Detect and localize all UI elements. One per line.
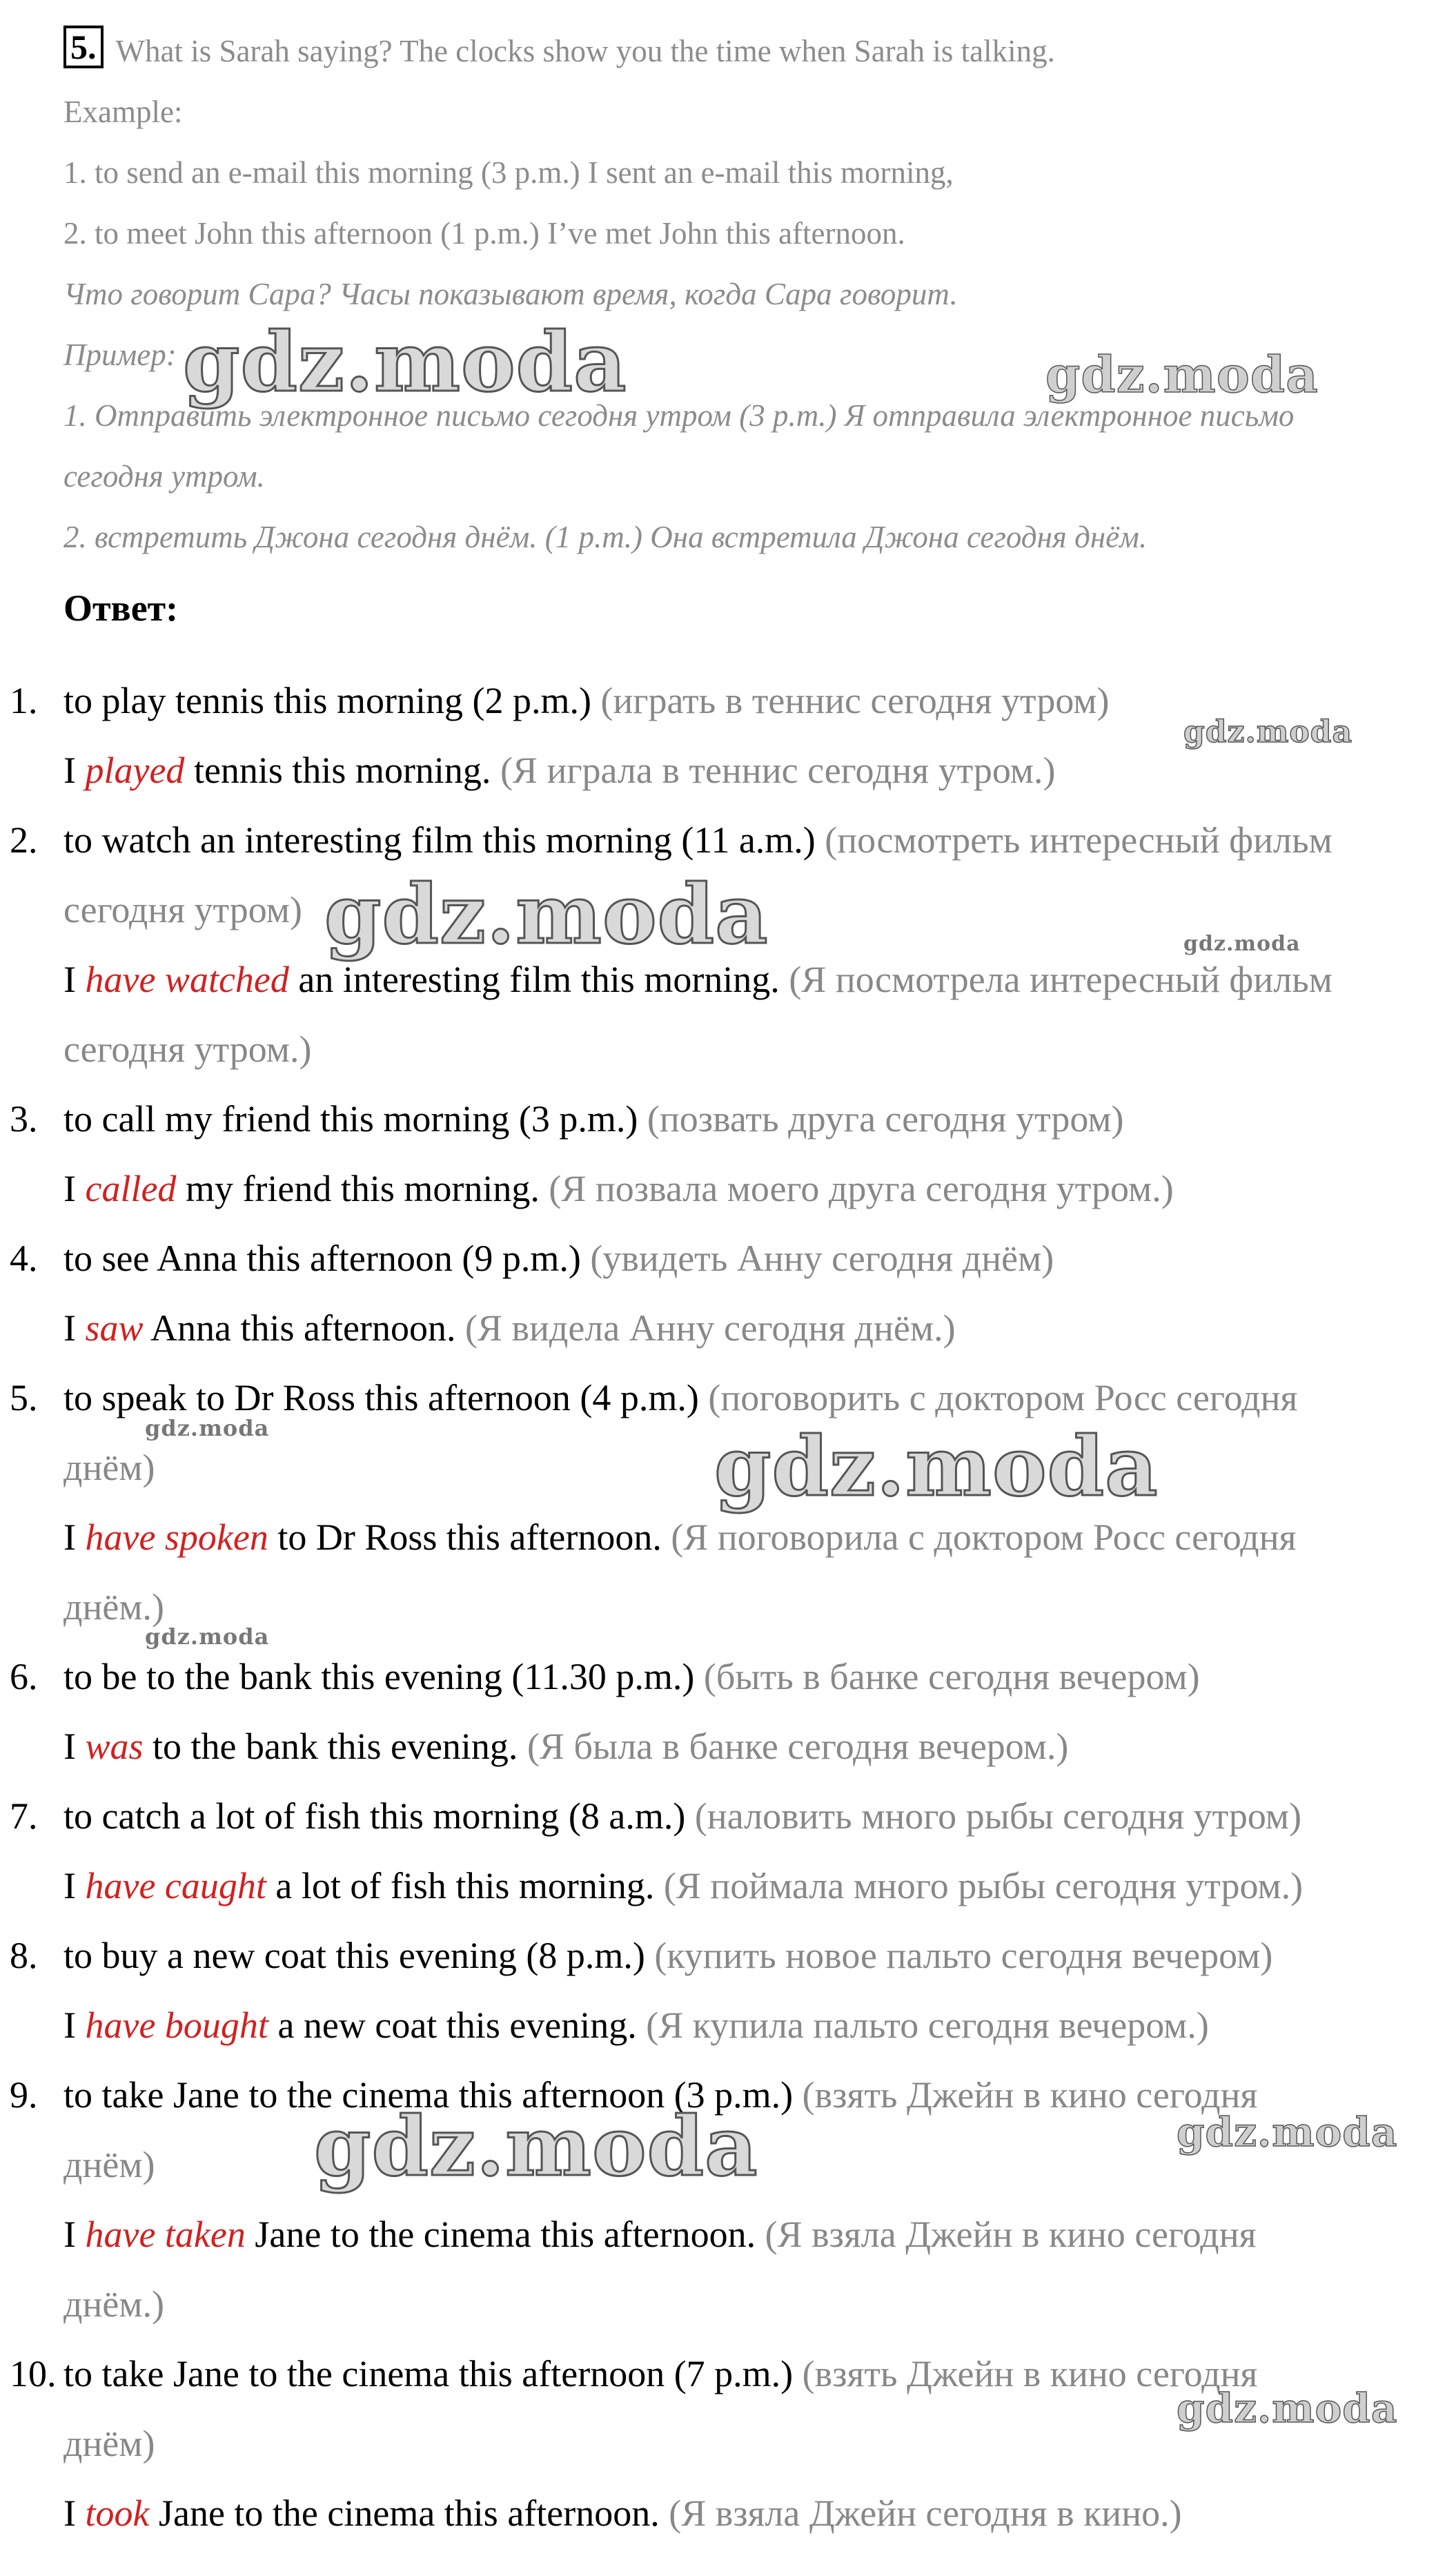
answer-sentence	[0, 2479, 1456, 2548]
item-number: 7.	[10, 1795, 38, 1837]
watermark: gdz.moda	[1177, 2385, 1398, 2432]
question-translation-cont: сегодня утром)	[63, 889, 302, 930]
answer-question	[0, 1642, 1456, 1712]
watermark: gdz.moda	[714, 1418, 1159, 1514]
answer-post: Anna this afternoon.	[143, 1307, 456, 1349]
watermark: gdz.moda	[183, 314, 627, 410]
question-translation: (позвать друга сегодня утром)	[638, 1098, 1124, 1140]
answer-post: to Dr Ross this afternoon.	[268, 1516, 662, 1558]
question-translation: (наловить много рыбы сегодня утром)	[685, 1795, 1302, 1837]
question-text: to be to the bank this evening (11.30 p.m.)	[63, 1656, 695, 1697]
item-number: 8.	[10, 1935, 38, 1976]
answer-item	[0, 1224, 1456, 1363]
question-translation-cont: днём)	[63, 2144, 155, 2185]
answer-question	[0, 1084, 1456, 1154]
item-number: 10.	[10, 2353, 57, 2394]
question-translation-cont: днём)	[63, 1447, 155, 1488]
answer-translation: (Я видела Анну сегодня днём.)	[455, 1307, 956, 1349]
answer-verb: have taken	[85, 2214, 246, 2255]
answer-post: a new coat this evening.	[268, 2004, 637, 2046]
answer-sentence	[0, 1991, 1456, 2060]
answer-pre: I	[63, 1865, 86, 1906]
watermark: gdz.moda	[314, 2098, 758, 2194]
watermark: gdz.moda	[324, 866, 769, 962]
answer-post: Jane to the cinema this afternoon.	[149, 2492, 660, 2534]
task-number-badge: 5.	[63, 26, 104, 68]
answer-item	[0, 1782, 1456, 1921]
answer-heading: Ответ:	[63, 587, 179, 629]
answer-pre: I	[63, 1307, 86, 1349]
question-translation: (купить новое пальто сегодня вечером)	[645, 1935, 1273, 1976]
question-text: to watch an interesting film this morning (11 a.m.)	[63, 819, 816, 861]
answer-pre: I	[63, 1516, 86, 1558]
question-text: to call my friend this morning (3 p.m.)	[63, 1098, 638, 1140]
watermark: gdz.moda	[1045, 345, 1319, 404]
answer-question	[0, 1921, 1456, 1991]
answer-pre: I	[63, 750, 86, 791]
task-statement	[63, 21, 1444, 567]
item-number: 3.	[10, 1098, 38, 1140]
answer-verb: took	[85, 2492, 150, 2534]
answer-pre: I	[63, 2214, 86, 2255]
answer-verb: have caught	[85, 1865, 266, 1906]
answer-question	[0, 1224, 1456, 1294]
watermark: gdz.moda	[145, 1415, 270, 1441]
question-translation: (поговорить с доктором Росс сегодня	[698, 1377, 1298, 1418]
question-text: to play tennis this morning (2 p.m.)	[63, 680, 591, 721]
item-number: 9.	[10, 2074, 38, 2116]
answer-verb: played	[85, 750, 185, 791]
answer-translation: (Я поймала много рыбы сегодня утром.)	[654, 1865, 1303, 1906]
answer-post: tennis this morning.	[184, 750, 491, 791]
example-label: Example:	[63, 95, 183, 129]
answer-translation: (Я была в банке сегодня вечером.)	[518, 1726, 1069, 1767]
question-text: to take Jane to the cinema this afternoon (7 p.m.)	[63, 2353, 794, 2394]
answer-verb: called	[85, 1168, 177, 1209]
answer-post: an interesting film this morning.	[288, 959, 780, 1000]
task-prompt-en	[63, 21, 1444, 81]
answer-verb: saw	[85, 1307, 144, 1349]
item-number: 1.	[10, 680, 38, 721]
answer-post: Jane to the cinema this afternoon.	[245, 2214, 756, 2255]
example-1: 1. to send an e-mail this morning (3 p.m.) I sent an e-mail this morning,	[63, 155, 954, 190]
question-text: to take Jane to the cinema this afternoon (3 p.m.)	[63, 2074, 794, 2116]
answer-translation: (Я взяла Джейн в кино сегодня	[756, 2214, 1257, 2255]
answer-pre: I	[63, 959, 86, 1000]
example-2: 2. to meet John this afternoon (1 p.m.) I’ve met John this afternoon.	[63, 216, 905, 251]
question-translation: (увидеть Анну сегодня днём)	[580, 1238, 1054, 1279]
answer-translation: (Я позвала моего друга сегодня утром.)	[539, 1168, 1174, 1209]
answer-pre: I	[63, 1168, 86, 1209]
answer-item	[0, 2339, 1456, 2548]
answer-translation: (Я купила пальто сегодня вечером.)	[636, 2004, 1209, 2046]
answer-translation: (Я играла в теннис сегодня утром.)	[491, 750, 1056, 791]
watermark: gdz.moda	[1177, 2109, 1398, 2156]
watermark: gdz.moda	[145, 1623, 270, 1650]
example-2-ru: 2. встретить Джона сегодня днём. (1 p.m.) Она встретила Джона сегодня днём.	[63, 520, 1148, 554]
question-translation-cont: днём)	[63, 2423, 155, 2464]
answer-sentence	[0, 1294, 1456, 1363]
answer-translation: (Я взяла Джейн сегодня в кино.)	[659, 2492, 1182, 2534]
answer-item	[0, 1642, 1456, 1782]
question-translation: (быть в банке сегодня вечером)	[694, 1656, 1200, 1697]
answer-verb: was	[85, 1726, 144, 1767]
answer-sentence	[0, 1154, 1456, 1224]
answer-sentence	[0, 1851, 1456, 1921]
item-number: 4.	[10, 1238, 38, 1279]
answer-pre: I	[63, 2492, 86, 2534]
question-translation: (взять Джейн в кино сегодня	[793, 2353, 1258, 2394]
answer-item	[0, 1921, 1456, 2060]
answer-translation: (Я поговорила с доктором Росс сегодня	[661, 1516, 1297, 1558]
question-translation: (посмотреть интересный фильм	[815, 819, 1332, 861]
answer-verb: have spoken	[85, 1516, 268, 1558]
answer-post: to the bank this evening.	[143, 1726, 518, 1767]
answer-translation: (Я посмотрела интересный фильм	[779, 959, 1332, 1000]
answer-item	[0, 1084, 1456, 1224]
answer-verb: have watched	[85, 959, 289, 1000]
example-label-ru: Пример:	[63, 338, 177, 372]
item-number: 5.	[10, 1377, 38, 1418]
answer-question	[0, 806, 1456, 875]
question-translation: (играть в теннис сегодня утром)	[591, 680, 1110, 721]
item-number: 2.	[10, 819, 38, 861]
question-text: to buy a new coat this evening (8 p.m.)	[63, 1935, 645, 1976]
answer-post: my friend this morning.	[176, 1168, 540, 1209]
watermark: gdz.moda	[1183, 932, 1301, 956]
task-prompt-text: What is Sarah saying? The clocks show you the time when Sarah is talking.	[115, 34, 1055, 68]
answer-translation-cont: сегодня утром.)	[63, 1028, 312, 1070]
watermark: gdz.moda	[1183, 714, 1353, 750]
item-number: 6.	[10, 1656, 38, 1697]
example-1-ru: 1. Отправить электронное письмо сегодня утром (3 p.m.) Я отправила электронное письмо	[63, 398, 1295, 433]
answer-pre: I	[63, 1726, 86, 1767]
answer-translation-cont: днём.)	[63, 2283, 164, 2325]
answer-translation-cont: днём.)	[63, 1586, 164, 1628]
answer-verb: have bought	[85, 2004, 268, 2046]
question-text: to see Anna this afternoon (9 p.m.)	[63, 1238, 581, 1279]
question-translation: (взять Джейн в кино сегодня	[793, 2074, 1258, 2116]
answer-sentence	[0, 1712, 1456, 1782]
question-text: to speak to Dr Ross this afternoon (4 p.m.)	[63, 1377, 699, 1418]
answer-sentence	[0, 2200, 1456, 2270]
example-1-ru-cont: сегодня утром.	[63, 459, 265, 494]
task-prompt-ru: Что говорит Сара? Часы показывают время, когда Сара говорит.	[63, 277, 958, 311]
answer-question	[0, 1782, 1456, 1851]
question-text: to catch a lot of fish this morning (8 a.m.)	[63, 1795, 686, 1837]
answer-pre: I	[63, 2004, 86, 2046]
answer-post: a lot of fish this morning.	[266, 1865, 655, 1906]
